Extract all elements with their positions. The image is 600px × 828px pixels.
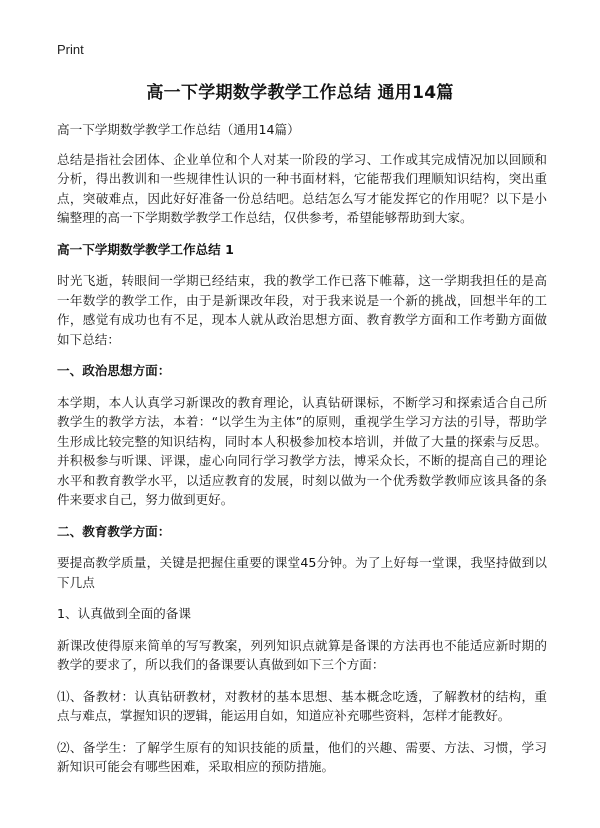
list-item-materials: ⑴、备教材：认真钻研教材，对教材的基本思想、基本概念吃透，了解教材的结构，重点与难点，掌握知识的逻辑，能运用自如，知道应补充哪些资料，怎样才能教好。	[57, 688, 547, 723]
section-heading-summary-1: 高一下学期数学教学工作总结 1	[57, 241, 234, 257]
paragraph-summary-1: 时光飞逝，转眼间一学期已经结束，我的教学工作已落下帷幕，这一学期我担任的是高一年数学的教学工作，由于是新课改年段，对于我来说是一个新的挑战，回想半年的工作，感觉有成功也有不足，现本人就从政治思想方面、教育教学方面和工作考勤方面做如下总结：	[57, 273, 547, 347]
document-body	[57, 120, 547, 789]
section-heading-teaching: 二、教育教学方面：	[57, 523, 171, 539]
paragraph-teaching: 要提高教学质量，关键是把握住重要的课堂45分钟。为了上好每一堂课，我坚持做到以下几点	[57, 555, 547, 590]
list-item-students: ⑵、备学生：了解学生原有的知识技能的质量，他们的兴趣、需要、方法、习惯，学习新知识可能会有哪些困难，采取相应的预防措施。	[57, 739, 547, 774]
paragraph-lesson-prep: 新课改使得原来简单的写写教案，列列知识点就算是备课的方法再也不能适应新时期的教学的要求了，所以我们的备课要认真做到如下三个方面：	[57, 637, 547, 672]
paragraph-political: 本学期，本人认真学习新课改的教育理论，认真钻研课标，不断学习和探索适合自己所教学生的教学方法，本着：“以学生为主体”的原则，重视学生学习方法的引导，帮助学生形成比较完整的知识结构，同时本人积极参加校本培训，并做了大量的探索与反思。并积极参与听课、评课，虚心向同行学习教学方法，博采众长，不断的提高自己的理论水平和教育教学水平，以适应教育的发展，时刻以做为一个优秀数学教师应该具备的条件来要求自己，努力做到更好。	[57, 394, 547, 507]
subtitle: 高一下学期数学教学工作总结（通用14篇）	[57, 122, 300, 137]
section-heading-political: 一、政治思想方面：	[57, 363, 171, 378]
page-title: 高一下学期数学教学工作总结 通用14篇	[146, 83, 454, 103]
list-item-lesson-prep: 1、认真做到全面的备课	[57, 606, 191, 621]
intro-paragraph: 总结是指社会团体、企业单位和个人对某一阶段的学习、工作或其完成情况加以回顾和分析，得出教训和一些规律性认识的一种书面材料，它能帮我们理顺知识结构，突出重点，突破难点，因此好好准备一份总结吧。总结怎么写才能发挥它的作用呢？以下是小编整理的高一下学期数学教学工作总结，仅供参考，希望能够帮助到大家。	[57, 151, 547, 225]
print-label[interactable]: Print	[57, 42, 84, 57]
